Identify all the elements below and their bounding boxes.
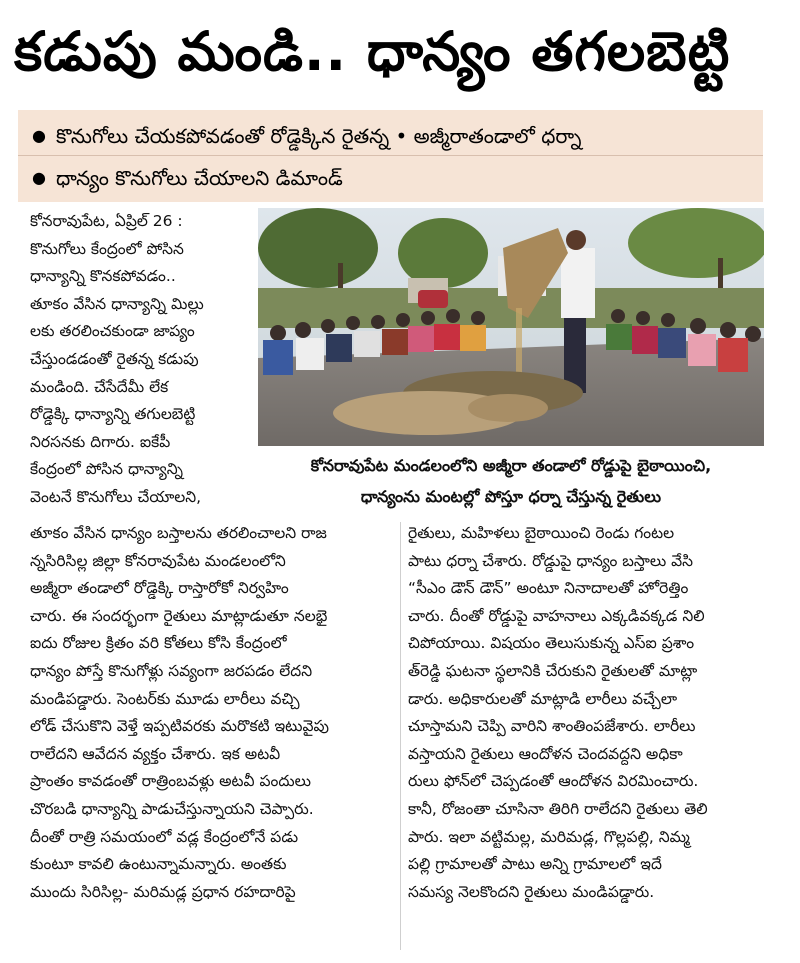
text-line: కేంద్రంలో పోసిన ధాన్యాన్ని: [30, 460, 183, 479]
text-line: చేస్తుండడంతో రైతన్న కడుపు: [30, 349, 199, 368]
deck-box: [18, 110, 763, 202]
text-line: లోడ్ చేసుకొని వెళ్తే ఇప్పటివరకు మరొకటి ఇటువైపు: [30, 717, 329, 736]
text-line: తూకం వేసిన ధాన్యం బస్తాలను తరలించాలని రాజ: [30, 524, 327, 542]
text-line: రైతులు, మహిళలు బైఠాయించి రెండు గంటల: [408, 524, 675, 542]
caption-line-1: కోనరావుపేట మండలంలోని అజ్మీరా తండాలో రోడ్డుపై బైఠాయించి,: [310, 456, 712, 475]
article-column-left: [30, 520, 396, 906]
text-line: ధాన్యాన్ని కొనకపోవడం..: [30, 267, 176, 286]
text-line: పారు. ఇలా వట్టిమల్ల, మరిమడ్ల, గొల్లపల్లి, నిమ్మ: [408, 827, 690, 846]
deck-text-2: ధాన్యం కొనుగోలు చేయాలని డిమాండ్: [55, 166, 343, 190]
text-line: కోనరావుపేట, ఏప్రిల్ 26 :: [30, 212, 183, 230]
text-line: చారు. దీంతో రోడ్డుపై వాహనాలు ఎక్కడివక్కడ నిలి: [408, 606, 705, 625]
bullet-icon: ●: [32, 168, 46, 187]
text-line: సమస్య నెలకొందని రైతులు మండిపడ్డారు.: [408, 882, 655, 901]
deck-divider: [18, 155, 763, 156]
text-line: లకు తరలించకుండా జాప్యం: [30, 322, 195, 341]
text-line: మండింది. చేసేదేమీ లేక: [30, 377, 169, 396]
deck-line-1: [32, 116, 581, 156]
text-line: రాలేదని ఆవేదన వ్యక్తం చేశారు. ఇక అటవీ: [30, 744, 281, 763]
text-line: కుంటూ కావలి ఉంటున్నామన్నారు. అంతకు: [30, 855, 287, 874]
text-line: ధాన్యం పోస్తే కొనుగోళ్లు సవ్యంగా జరపడం లేదని: [30, 661, 313, 680]
text-line: అజ్మీరా తండాలో రోడ్డెక్కి రాస్తారోకో నిర్వహిం: [30, 579, 289, 598]
text-line: చూస్తామని చెప్పి వారిని శాంతింపజేశారు. లారీలు: [408, 717, 696, 736]
text-line: నిరసనకు దిగారు. ఐకేపీ: [30, 432, 171, 451]
text-line: వస్తాయని రైతులు ఆందోళన చెందవద్దని అధికా: [408, 744, 683, 763]
text-line: పాటు ధర్నా చేశారు. రోడ్డుపై ధాన్యం బస్తాలు వేసి: [408, 551, 694, 570]
text-line: చారు. ఈ సందర్భంగా రైతులు మాట్లాడుతూ నలభై: [30, 606, 328, 625]
article-column-narrow: [30, 208, 252, 512]
deck-line-2: [32, 158, 343, 198]
article-column-right: [408, 520, 770, 906]
text-line: “సీఎం డౌన్ డౌన్” అంటూ నినాదాలతో హోరెత్తిం: [408, 579, 689, 598]
photo-caption: [258, 450, 764, 516]
text-line: తూకం వేసిన ధాన్యాన్ని మిల్లు: [30, 294, 204, 313]
text-line: కానీ, రోజంతా చూసినా తిరిగి రాలేదని రైతులు తెలి: [408, 799, 708, 818]
text-line: న్నసిరిసిల్ల జిల్లా కోనరావుపేట మండలంలోని: [30, 551, 286, 570]
text-line: త్‌రెడ్డి ఘటనా స్థలానికి చేరుకుని రైతులతో మాట్లా: [408, 661, 698, 680]
bullet-icon: ●: [32, 126, 46, 145]
headline: కడుపు మండి.. ధాన్యం తగలబెట్టి: [14, 20, 731, 83]
text-line: చొరబడి ధాన్యాన్ని పాడుచేస్తున్నాయని చెప్పారు.: [30, 799, 314, 818]
text-line: రోడ్డెక్కి ధాన్యాన్ని తగులబెట్టి: [30, 405, 196, 424]
text-line: ప్రాంతం కావడంతో రాత్రింబవళ్లు అటవీ పందులు: [30, 772, 312, 791]
text-line: ముందు సిరిసిల్ల- మరిమడ్ల ప్రధాన రహదారిపై: [30, 882, 296, 901]
caption-line-2: ధాన్యంను మంటల్లో పోస్తూ ధర్నా చేస్తున్న రైతులు: [360, 487, 662, 506]
deck-text-1: కొనుగోలు చేయకపోవడంతో రోడ్డెక్కిన రైతన్న • అజ్మీరాతండాలో ధర్నా: [55, 124, 582, 148]
news-photo: [258, 208, 764, 446]
text-line: చిపోయాయి. విషయం తెలుసుకున్న ఎస్ఐ ప్రశాం: [408, 634, 695, 653]
text-line: ఐదు రోజుల క్రితం వరి కోతలు కోసి కేంద్రంలో: [30, 634, 287, 653]
text-line: రులు ఫోన్‌లో చెప్పడంతో ఆందోళన విరమించారు.: [408, 772, 699, 791]
text-line: పల్లి గ్రామాలతో పాటు అన్ని గ్రామాలలో ఇదే: [408, 855, 662, 874]
column-divider: [400, 522, 401, 950]
text-line: డారు. అధికారులతో మాట్లాడి లారీలు వచ్చేలా: [408, 689, 678, 708]
text-line: దీంతో రాత్రి సమయంలో వడ్ల కేంద్రంలోనే పడు: [30, 827, 299, 846]
text-line: కొనుగోలు కేంద్రంలో పోసిన: [30, 239, 184, 258]
text-line: మండిపడ్డారు. సెంటర్‌కు మూడు లారీలు వచ్చి: [30, 689, 300, 708]
text-line: వెంటనే కొనుగోలు చేయాలని,: [30, 487, 202, 506]
